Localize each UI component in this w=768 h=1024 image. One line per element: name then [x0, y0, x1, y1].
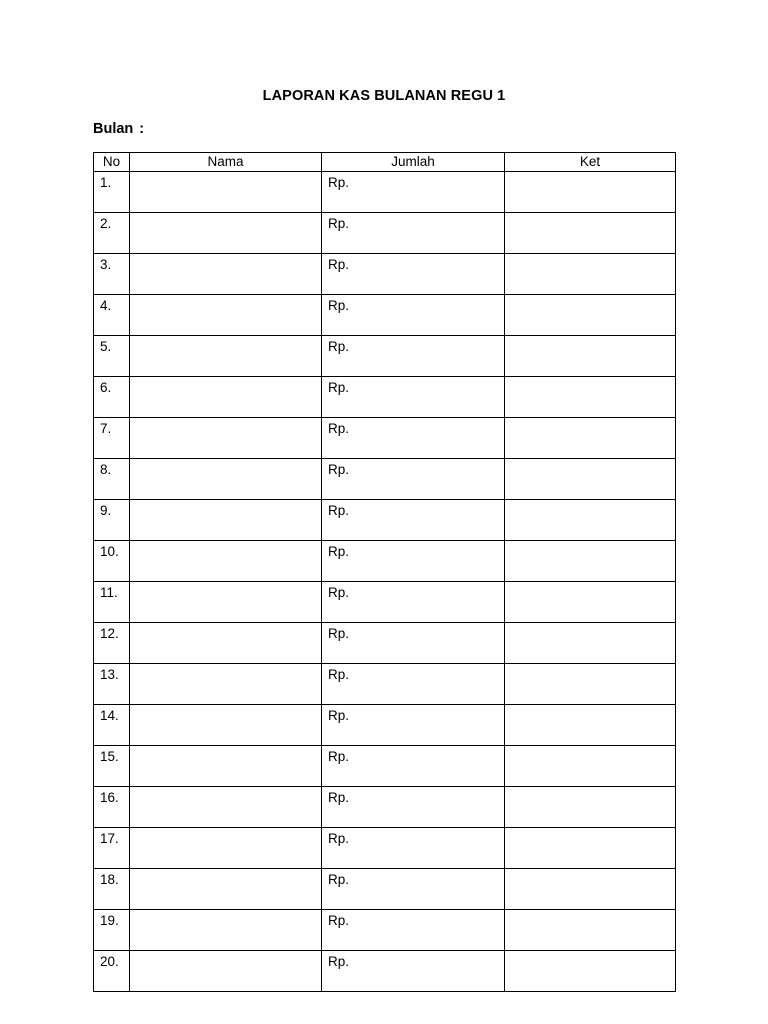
- month-line: [93, 121, 144, 137]
- row-name-cell: [130, 705, 322, 746]
- row-number-cell: 16.: [94, 787, 130, 828]
- row-amount-cell: Rp.: [322, 254, 505, 295]
- row-amount-cell: Rp.: [322, 623, 505, 664]
- table-row: [94, 172, 676, 213]
- row-name-cell: [130, 459, 322, 500]
- row-amount-cell: Rp.: [322, 418, 505, 459]
- row-amount-cell: Rp.: [322, 705, 505, 746]
- table-row: [94, 336, 676, 377]
- row-amount-cell: Rp.: [322, 582, 505, 623]
- row-number-cell: 5.: [94, 336, 130, 377]
- row-name-cell: [130, 500, 322, 541]
- row-note-cell: [505, 459, 676, 500]
- row-name-cell: [130, 418, 322, 459]
- row-note-cell: [505, 213, 676, 254]
- row-amount-cell: Rp.: [322, 295, 505, 336]
- row-name-cell: [130, 541, 322, 582]
- row-number-cell: 20.: [94, 951, 130, 992]
- table-row: [94, 910, 676, 951]
- table-row: [94, 377, 676, 418]
- row-number-cell: 4.: [94, 295, 130, 336]
- month-label: Bulan: [93, 121, 134, 137]
- header-ket: Ket: [505, 153, 676, 172]
- header-nama: Nama: [130, 153, 322, 172]
- table-row: [94, 541, 676, 582]
- header-jumlah: Jumlah: [322, 153, 505, 172]
- row-name-cell: [130, 254, 322, 295]
- table-row: [94, 664, 676, 705]
- row-note-cell: [505, 541, 676, 582]
- table-row: [94, 623, 676, 664]
- row-note-cell: [505, 623, 676, 664]
- document-title: LAPORAN KAS BULANAN REGU 1: [262, 88, 506, 104]
- row-amount-cell: Rp.: [322, 377, 505, 418]
- row-note-cell: [505, 254, 676, 295]
- row-amount-cell: Rp.: [322, 828, 505, 869]
- row-number-cell: 7.: [94, 418, 130, 459]
- header-no: No: [94, 153, 130, 172]
- row-number-cell: 10.: [94, 541, 130, 582]
- row-note-cell: [505, 705, 676, 746]
- row-number-cell: 17.: [94, 828, 130, 869]
- table-row: [94, 951, 676, 992]
- row-amount-cell: Rp.: [322, 541, 505, 582]
- row-name-cell: [130, 172, 322, 213]
- row-number-cell: 11.: [94, 582, 130, 623]
- row-amount-cell: Rp.: [322, 336, 505, 377]
- table-row: [94, 254, 676, 295]
- row-note-cell: [505, 377, 676, 418]
- row-note-cell: [505, 582, 676, 623]
- row-note-cell: [505, 295, 676, 336]
- row-number-cell: 12.: [94, 623, 130, 664]
- row-note-cell: [505, 828, 676, 869]
- row-number-cell: 14.: [94, 705, 130, 746]
- row-number-cell: 13.: [94, 664, 130, 705]
- row-name-cell: [130, 910, 322, 951]
- table-row: [94, 746, 676, 787]
- row-note-cell: [505, 746, 676, 787]
- row-amount-cell: Rp.: [322, 664, 505, 705]
- row-number-cell: 6.: [94, 377, 130, 418]
- row-number-cell: 9.: [94, 500, 130, 541]
- row-note-cell: [505, 172, 676, 213]
- table-body: [94, 172, 676, 992]
- table-row: [94, 500, 676, 541]
- row-name-cell: [130, 336, 322, 377]
- row-note-cell: [505, 418, 676, 459]
- table-row: [94, 295, 676, 336]
- row-name-cell: [130, 377, 322, 418]
- row-name-cell: [130, 623, 322, 664]
- row-note-cell: [505, 500, 676, 541]
- table-row: [94, 705, 676, 746]
- table-row: [94, 582, 676, 623]
- row-amount-cell: Rp.: [322, 787, 505, 828]
- row-name-cell: [130, 664, 322, 705]
- table-row: [94, 459, 676, 500]
- row-note-cell: [505, 664, 676, 705]
- row-name-cell: [130, 213, 322, 254]
- row-note-cell: [505, 336, 676, 377]
- row-number-cell: 2.: [94, 213, 130, 254]
- row-amount-cell: Rp.: [322, 459, 505, 500]
- row-amount-cell: Rp.: [322, 172, 505, 213]
- cash-report-table: [93, 152, 676, 992]
- row-name-cell: [130, 787, 322, 828]
- row-amount-cell: Rp.: [322, 213, 505, 254]
- table-row: [94, 787, 676, 828]
- row-number-cell: 1.: [94, 172, 130, 213]
- row-name-cell: [130, 828, 322, 869]
- row-number-cell: 3.: [94, 254, 130, 295]
- row-number-cell: 8.: [94, 459, 130, 500]
- row-number-cell: 15.: [94, 746, 130, 787]
- row-note-cell: [505, 787, 676, 828]
- table-header-row: [94, 153, 676, 172]
- row-name-cell: [130, 746, 322, 787]
- row-number-cell: 18.: [94, 869, 130, 910]
- row-note-cell: [505, 951, 676, 992]
- row-name-cell: [130, 582, 322, 623]
- month-colon: :: [139, 121, 145, 137]
- row-name-cell: [130, 295, 322, 336]
- row-amount-cell: Rp.: [322, 869, 505, 910]
- row-note-cell: [505, 869, 676, 910]
- row-name-cell: [130, 951, 322, 992]
- table-row: [94, 828, 676, 869]
- row-amount-cell: Rp.: [322, 500, 505, 541]
- row-name-cell: [130, 869, 322, 910]
- row-amount-cell: Rp.: [322, 746, 505, 787]
- row-note-cell: [505, 910, 676, 951]
- table-row: [94, 418, 676, 459]
- row-amount-cell: Rp.: [322, 910, 505, 951]
- row-amount-cell: Rp.: [322, 951, 505, 992]
- table-row: [94, 869, 676, 910]
- row-number-cell: 19.: [94, 910, 130, 951]
- table-row: [94, 213, 676, 254]
